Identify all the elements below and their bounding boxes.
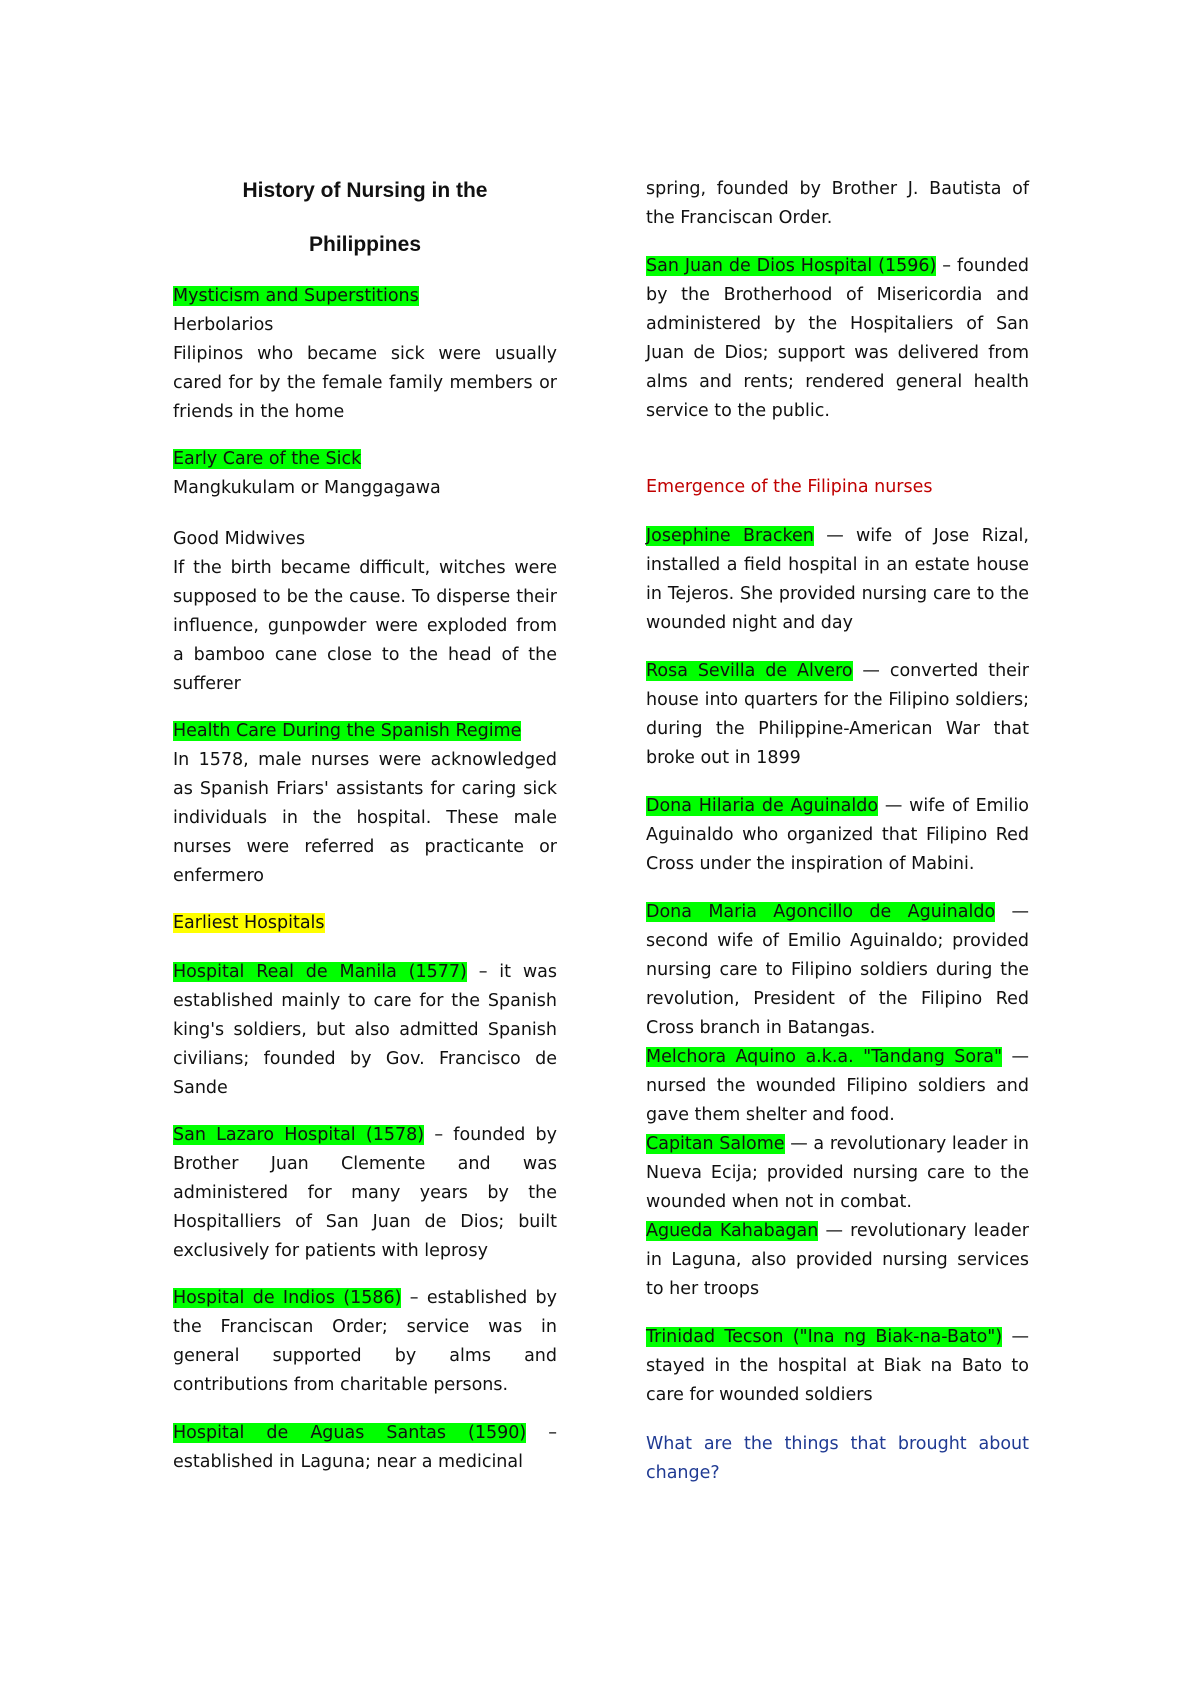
name-hospital-real: Hospital Real de Manila (1577) bbox=[173, 962, 467, 982]
name-capitan-salome: Capitan Salome bbox=[646, 1134, 785, 1154]
sub-mangkukulam: Mangkukulam or Manggagawa bbox=[173, 478, 441, 498]
name-rosa-sevilla: Rosa Sevilla de Alvero bbox=[646, 661, 853, 681]
aguas-continued bbox=[646, 175, 1029, 233]
text-midwives: If the birth became difficult, witches were supposed to be the cause. To disperse their influence, gunpowder were exploded from a bamboo cane close to the head of the sufferer bbox=[173, 558, 557, 694]
text-capitan-salome: — a revolutionary leader in Nueva Ecija; provided nursing care to the wounded when not in combat. bbox=[646, 1134, 1029, 1212]
text-san-lazaro: – founded by Brother Juan Clemente and was administered for many years by the Hospitalliers of San Juan de Dios; built exclusively for patients with leprosy bbox=[173, 1125, 558, 1261]
name-hilaria: Dona Hilaria de Aguinaldo bbox=[646, 796, 879, 816]
name-aguas-santas: Hospital de Aguas Santas (1590) bbox=[173, 1423, 527, 1443]
text-emergence: Emergence of the Filipina nurses bbox=[646, 477, 933, 497]
text-spanish-regime: In 1578, male nurses were acknowledged as Spanish Friars' assistants for caring sick individuals in the hospital. These male nurses were referred as practicante or enfermero bbox=[173, 750, 557, 886]
entry-josephine-bracken bbox=[646, 522, 1029, 638]
section-early-care bbox=[173, 445, 557, 503]
entry-trinidad bbox=[646, 1323, 1029, 1410]
page-title bbox=[173, 176, 557, 205]
section-midwives bbox=[173, 525, 557, 699]
text-maria-agoncillo: — second wife of Emilio Aguinaldo; provided nursing care to Filipino soldiers during the revolution, President of the Filipino Red Cross branch in Batangas. bbox=[646, 902, 1029, 1038]
heading-mysticism: Mysticism and Superstitions bbox=[173, 286, 419, 306]
text-aguas-santas: – established in Laguna; near a medicinal bbox=[173, 1423, 557, 1472]
question bbox=[646, 1430, 1029, 1488]
title-line-1: History of Nursing in the bbox=[242, 179, 488, 202]
text-hospital-real: – it was established mainly to care for the Spanish king's soldiers, but also admitted Spanish civilians; founded by Gov. Francisco de Sande bbox=[173, 962, 557, 1098]
title-line-2: Philippines bbox=[308, 233, 421, 256]
name-san-lazaro: San Lazaro Hospital (1578) bbox=[173, 1125, 425, 1145]
section-mysticism bbox=[173, 282, 557, 427]
name-hospital-indios: Hospital de Indios (1586) bbox=[173, 1288, 402, 1308]
text-agueda: — revolutionary leader in Laguna, also provided nursing services to her troops bbox=[646, 1221, 1029, 1299]
entry-san-lazaro bbox=[173, 1121, 557, 1266]
text-hospital-indios: – established by the Franciscan Order; service was in general supported by alms and contributions from charitable persons. bbox=[173, 1288, 557, 1395]
entry-rosa-sevilla bbox=[646, 657, 1029, 773]
text-josephine-bracken: — wife of Jose Rizal, installed a field hospital in an estate house in Tejeros. She provided nursing care to the wounded night and day bbox=[646, 526, 1029, 633]
text-trinidad: — stayed in the hospital at Biak na Bato to care for wounded soldiers bbox=[646, 1327, 1029, 1405]
text-hilaria: — wife of Emilio Aguinaldo who organized that Filipino Red Cross under the inspiration of Mabini. bbox=[646, 796, 1029, 874]
name-san-juan-de-dios: San Juan de Dios Hospital (1596) bbox=[646, 256, 937, 276]
text-san-juan-de-dios: – founded by the Brotherhood of Misericordia and administered by the Hospitaliers of San Juan de Dios; support was delivered from alms and rents; rendered general health service to the public. bbox=[646, 256, 1029, 421]
name-agueda: Agueda Kahabagan bbox=[646, 1221, 819, 1241]
entry-agueda bbox=[646, 1217, 1029, 1304]
entry-san-juan-de-dios bbox=[646, 252, 1029, 426]
heading-early-care: Early Care of the Sick bbox=[173, 449, 362, 469]
text-melchora: — nursed the wounded Filipino soldiers and gave them shelter and food. bbox=[646, 1047, 1029, 1125]
section-spanish-regime bbox=[173, 717, 557, 891]
entry-hospital-real bbox=[173, 958, 557, 1103]
sub-good-midwives: Good Midwives bbox=[173, 529, 306, 549]
text-aguas-continued: spring, founded by Brother J. Bautista of the Franciscan Order. bbox=[646, 179, 1029, 228]
page-title-line2-wrap bbox=[173, 230, 557, 259]
text-mysticism: Filipinos who became sick were usually cared for by the female family members or friends in the home bbox=[173, 344, 557, 422]
heading-emergence bbox=[646, 473, 1029, 502]
name-trinidad: Trinidad Tecson ("Ina ng Biak-na-Bato") bbox=[646, 1327, 1003, 1347]
entry-maria-agoncillo bbox=[646, 898, 1029, 1043]
text-question: What are the things that brought about change? bbox=[646, 1434, 1029, 1483]
heading-spanish-regime: Health Care During the Spanish Regime bbox=[173, 721, 522, 741]
sub-herbolarios: Herbolarios bbox=[173, 315, 274, 335]
heading-earliest-hospitals: Earliest Hospitals bbox=[173, 913, 325, 933]
entry-hospital-indios bbox=[173, 1284, 557, 1400]
text-rosa-sevilla: — converted their house into quarters for the Filipino soldiers; during the Philippine-American War that broke out in 1899 bbox=[646, 661, 1029, 768]
name-maria-agoncillo: Dona Maria Agoncillo de Aguinaldo bbox=[646, 902, 996, 922]
entry-capitan-salome bbox=[646, 1130, 1029, 1217]
entry-aguas-santas bbox=[173, 1419, 557, 1477]
entry-hilaria bbox=[646, 792, 1029, 879]
section-earliest-hospitals bbox=[173, 909, 557, 938]
name-melchora: Melchora Aquino a.k.a. "Tandang Sora" bbox=[646, 1047, 1003, 1067]
entry-melchora bbox=[646, 1043, 1029, 1130]
name-josephine-bracken: Josephine Bracken bbox=[646, 526, 814, 546]
